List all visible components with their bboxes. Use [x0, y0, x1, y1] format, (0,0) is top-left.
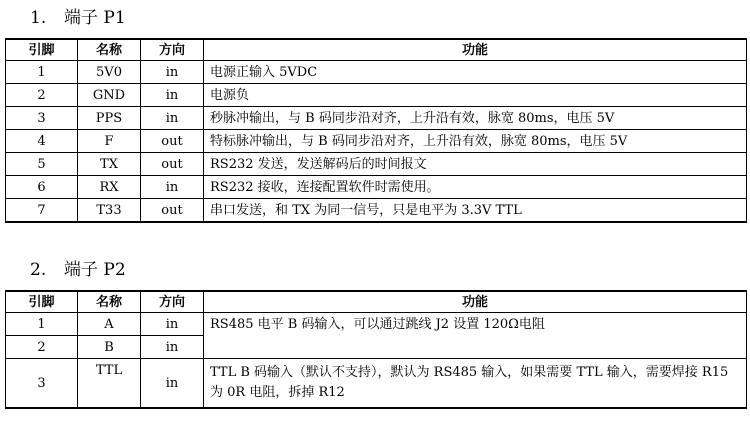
- table-row: [6, 359, 747, 409]
- cell-pin: 1: [6, 313, 78, 336]
- cell-function: 电源正输入 5VDC: [204, 61, 747, 84]
- cell-function-ab: RS485 电平 B 码输入，可以通过跳线 J2 设置 120Ω电阻: [204, 313, 747, 359]
- table-row: [6, 61, 747, 84]
- cell-direction: in: [141, 61, 204, 84]
- cell-direction: out: [141, 153, 204, 176]
- cell-name: A: [78, 313, 141, 336]
- cell-name: TX: [78, 153, 141, 176]
- cell-function: 电源负: [204, 84, 747, 107]
- cell-pin: 3: [6, 359, 78, 409]
- cell-direction: in: [141, 84, 204, 107]
- cell-direction: in: [141, 107, 204, 130]
- table-row: [6, 176, 747, 199]
- section-heading: 端子 P1: [64, 8, 126, 28]
- cell-pin: 2: [6, 84, 78, 107]
- cell-pin: 5: [6, 153, 78, 176]
- header-direction: 方向: [141, 291, 204, 313]
- cell-function: 串口发送，和 TX 为同一信号，只是电平为 3.3V TTL: [204, 199, 747, 223]
- cell-pin: 3: [6, 107, 78, 130]
- cell-name: RX: [78, 176, 141, 199]
- table-header-row: [6, 39, 747, 61]
- pin-table-p1: [5, 38, 747, 223]
- section-title-p2: [30, 260, 126, 280]
- cell-pin: 7: [6, 199, 78, 223]
- header-function: 功能: [204, 291, 747, 313]
- cell-name: F: [78, 130, 141, 153]
- cell-function: RS232 发送，发送解码后的时间报文: [204, 153, 747, 176]
- header-name: 名称: [78, 39, 141, 61]
- cell-direction: in: [141, 176, 204, 199]
- header-pin: 引脚: [6, 291, 78, 313]
- cell-direction: out: [141, 130, 204, 153]
- cell-direction: in: [141, 313, 204, 336]
- cell-pin: 6: [6, 176, 78, 199]
- cell-name: PPS: [78, 107, 141, 130]
- cell-function: RS232 接收，连接配置软件时需使用。: [204, 176, 747, 199]
- cell-direction: out: [141, 199, 204, 223]
- cell-function: 特标脉冲输出，与 B 码同步沿对齐，上升沿有效，脉宽 80ms，电压 5V: [204, 130, 747, 153]
- table-row: [6, 107, 747, 130]
- header-direction: 方向: [141, 39, 204, 61]
- table-row: [6, 199, 747, 223]
- table-row: [6, 153, 747, 176]
- header-name: 名称: [78, 291, 141, 313]
- table-row: [6, 130, 747, 153]
- section-heading: 端子 P2: [64, 260, 126, 280]
- cell-name: 5V0: [78, 61, 141, 84]
- table-row: [6, 84, 747, 107]
- cell-direction: in: [141, 336, 204, 359]
- section-number: 1.: [30, 8, 47, 28]
- table-row: [6, 313, 747, 336]
- section-title-p1: [30, 8, 126, 28]
- cell-pin: 1: [6, 61, 78, 84]
- cell-function: 秒脉冲输出，与 B 码同步沿对齐，上升沿有效，脉宽 80ms，电压 5V: [204, 107, 747, 130]
- table-header-row: [6, 291, 747, 313]
- cell-name: GND: [78, 84, 141, 107]
- cell-name: TTL: [78, 359, 141, 409]
- pin-table-p2: [5, 290, 747, 409]
- cell-direction: in: [141, 359, 204, 409]
- header-function: 功能: [204, 39, 747, 61]
- section-number: 2.: [30, 260, 47, 280]
- cell-name: B: [78, 336, 141, 359]
- cell-pin: 4: [6, 130, 78, 153]
- header-pin: 引脚: [6, 39, 78, 61]
- cell-pin: 2: [6, 336, 78, 359]
- cell-name: T33: [78, 199, 141, 223]
- cell-function-ttl: TTL B 码输入（默认不支持），默认为 RS485 输入，如果需要 TTL 输入，需要焊接 R15 为 0R 电阻，拆掉 R12: [204, 359, 747, 409]
